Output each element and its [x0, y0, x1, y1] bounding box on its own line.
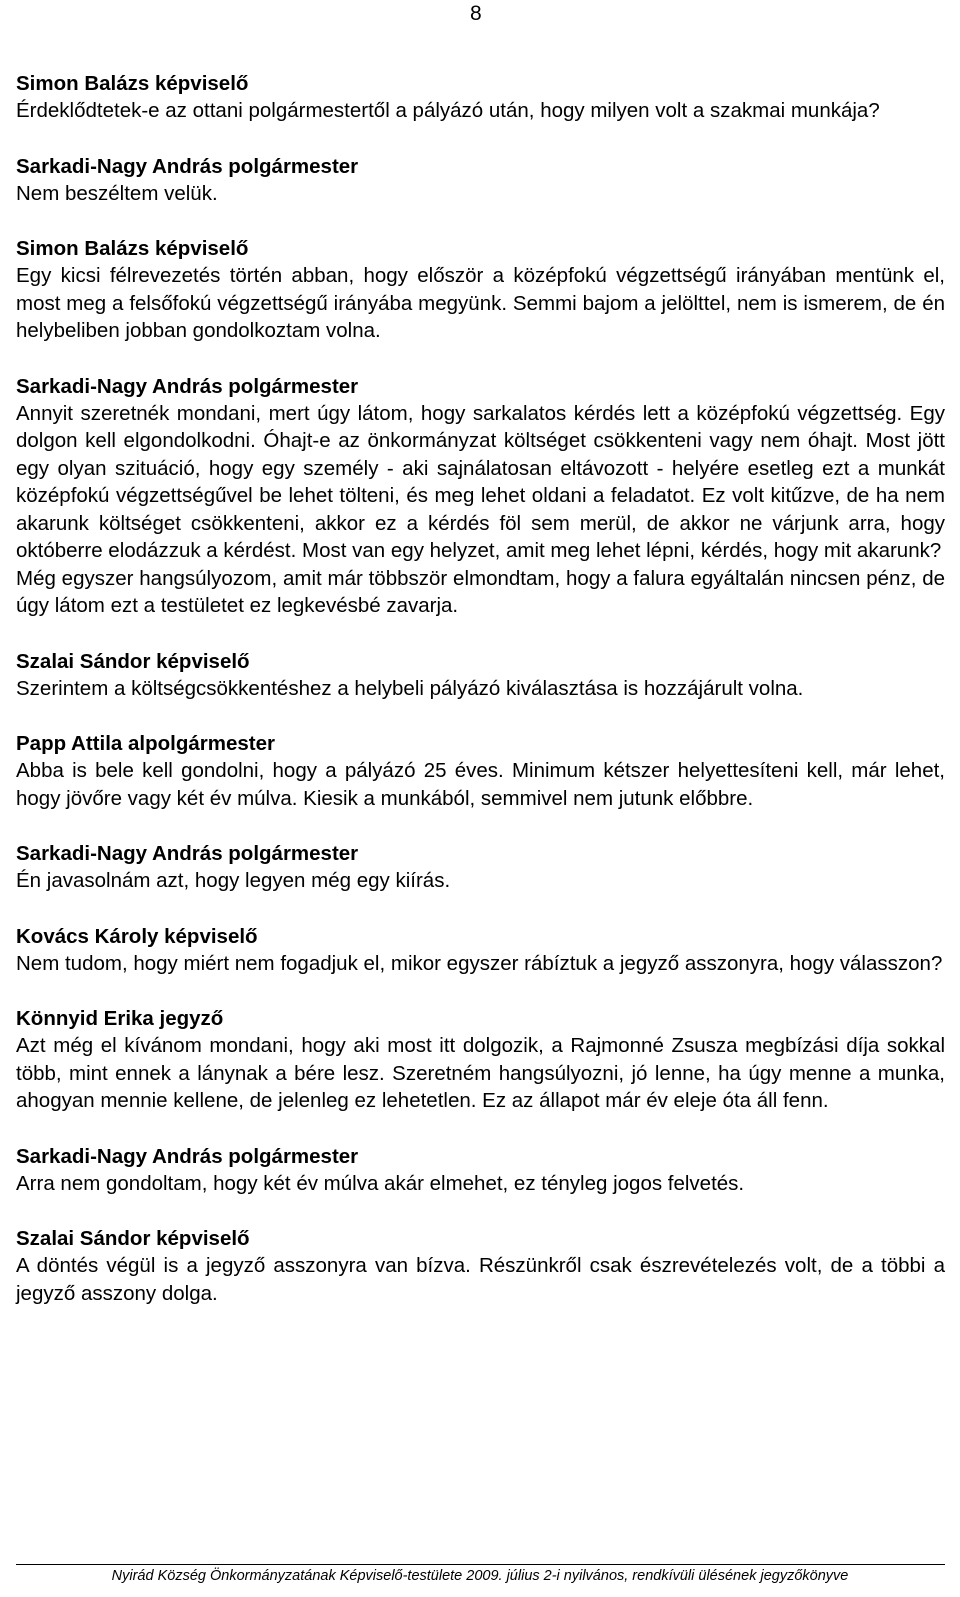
speaker-name: Simon Balázs képviselő: [16, 72, 249, 95]
speaker-name: Papp Attila alpolgármester: [16, 732, 275, 755]
page-number: 8: [470, 2, 482, 25]
speech-entry: [16, 840, 945, 895]
speech-entry: [16, 1143, 945, 1198]
speech-entry: [16, 923, 945, 978]
speech-paragraph: Egy kicsi félrevezetés történ abban, hogy először a középfokú végzettségű irányában mentünk el, most meg a felsőfokú végzettségű irányába megyünk. Semmi bajom a jelölttel, nem is ismerem, de én helybeliben jobban gondolkoztam volna.: [16, 264, 945, 342]
speaker-name: Szalai Sándor képviselő: [16, 1227, 250, 1250]
speech-paragraph: Nem beszéltem velük.: [16, 181, 218, 205]
speaker-name: Sarkadi-Nagy András polgármester: [16, 842, 359, 865]
speech-paragraph: Nem tudom, hogy miért nem fogadjuk el, mikor egyszer rábíztuk a jegyző asszonyra, hogy válasszon?: [16, 951, 943, 975]
speech-paragraph: Annyit szeretnék mondani, mert úgy látom, hogy sarkalatos kérdés lett a középfokú végzettség. Egy dolgon kell elgondolkodni. Óhajt-e az önkormányzat költséget csökkenteni vagy nem óhajt. Most jött egy olyan szituáció, hogy egy személy - aki sajnálatosan eltávozott - helyére esetleg ezt a munkát középfokú végzettségűvel be lehet tölteni, és meg lehet oldani a feladatot. Ez volt kitűzve, de ha nem akarunk költséget csökkenteni, akkor ez a kérdés föl sem merül, de akkor ne várjunk arra, hogy októberre elodázzuk a kérdést. Most van egy helyzet, amit meg lehet lépni, kérdés, hogy mit akarunk?: [16, 401, 945, 562]
speech-paragraph: Én javasolnám azt, hogy legyen még egy kiírás.: [16, 869, 451, 892]
speech-paragraph: Szerintem a költségcsökkentéshez a helybeli pályázó kiválasztása is hozzájárult volna.: [16, 676, 804, 700]
speech-paragraph: Még egyszer hangsúlyozom, amit már többször elmondtam, hogy a falura egyáltalán nincsen pénz, de úgy látom ezt a testületet ez legkevésbé zavarja.: [16, 566, 945, 617]
speaker-name: Sarkadi-Nagy András polgármester: [16, 374, 359, 398]
speaker-name: Sarkadi-Nagy András polgármester: [16, 154, 359, 178]
speech-entry: [16, 730, 945, 812]
footer-divider: [16, 1564, 945, 1565]
speech-paragraph: Érdeklődtetek-e az ottani polgármestertől a pályázó után, hogy milyen volt a szakmai munkája?: [16, 99, 880, 122]
speaker-name: Kovács Károly képviselő: [16, 924, 258, 948]
speech-paragraph: A döntés végül is a jegyző asszonyra van bízva. Részünkről csak észrevételezés volt, de a többi a jegyző asszony dolga.: [16, 1254, 945, 1305]
speech-entry: [16, 1005, 945, 1115]
speech-paragraph: Abba is bele kell gondolni, hogy a pályázó 25 éves. Minimum kétszer helyettesíteni kell, már lehet, hogy jövőre vagy két év múlva. Kiesik a munkából, semmivel nem jutunk előbbre.: [16, 759, 945, 810]
speech-entry: [16, 1225, 945, 1307]
speech-entry: [16, 373, 945, 620]
minutes-content: [16, 70, 945, 1335]
page-footer: Nyirád Község Önkormányzatának Képviselő-testülete 2009. július 2-i nyilvános, rendkívüli ülésének jegyzőkönyve: [111, 1568, 849, 1584]
speaker-name: Könnyid Erika jegyző: [16, 1007, 224, 1030]
speaker-name: Simon Balázs képviselő: [16, 237, 249, 260]
speech-entry: [16, 153, 945, 208]
speech-paragraph: Arra nem gondoltam, hogy két év múlva akár elmehet, ez tényleg jogos felvetés.: [16, 1171, 745, 1195]
speech-entry: [16, 648, 945, 703]
speaker-name: Sarkadi-Nagy András polgármester: [16, 1144, 359, 1168]
speech-entry: [16, 235, 945, 345]
speaker-name: Szalai Sándor képviselő: [16, 649, 250, 673]
speech-entry: [16, 70, 945, 125]
speech-paragraph: Azt még el kívánom mondani, hogy aki most itt dolgozik, a Rajmonné Zsusza megbízási díja sokkal több, mint ennek a lánynak a bére lesz. Szeretném hangsúlyozni, jó lenne, ha úgy menne a munka, ahogyan mennie kellene, de jelenleg ez lehetetlen. Ez az állapot már év eleje óta áll fenn.: [16, 1034, 945, 1112]
